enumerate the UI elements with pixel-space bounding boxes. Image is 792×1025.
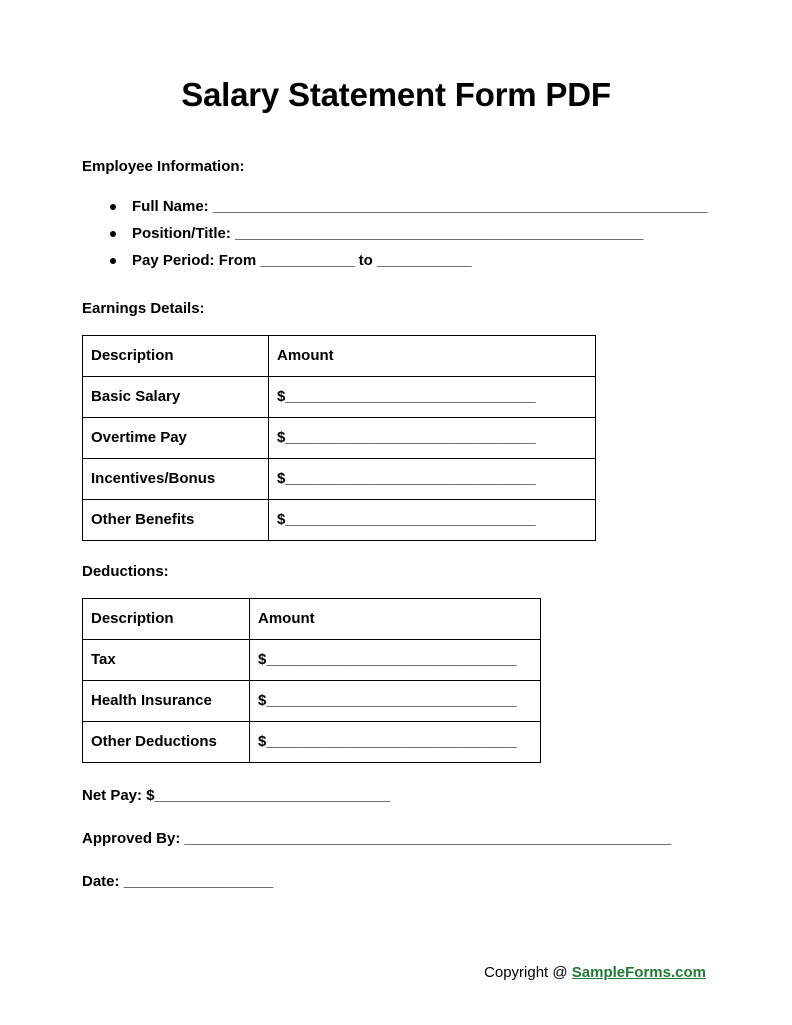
sampleforms-link[interactable]: SampleForms.com [571, 964, 706, 981]
earnings-row-2-amount[interactable]: $______________________________ [269, 459, 596, 500]
earnings-row-1-description: Overtime Pay [83, 418, 269, 459]
earnings-row-3-description: Other Benefits [83, 500, 269, 541]
page-title: Salary Statement Form PDF [181, 76, 611, 113]
list-item-position-title [82, 220, 710, 247]
employee-information-section [82, 114, 710, 274]
deductions-row-2-description: Other Deductions [83, 722, 250, 763]
approved-by-blank[interactable]: ______________________________________________________________ [184, 830, 671, 847]
pay-period-from-blank[interactable]: ____________ [260, 252, 355, 269]
footer [484, 964, 706, 981]
table-header-row [83, 336, 596, 377]
earnings-row-3-amount[interactable]: $______________________________ [269, 500, 596, 541]
position-title-blank[interactable]: ____________________________________________________ [235, 225, 643, 242]
table-row [83, 459, 596, 500]
employee-information-heading: Employee Information: [82, 158, 245, 175]
deductions-table [82, 598, 541, 763]
earnings-section [82, 274, 710, 541]
deductions-heading: Deductions: [82, 563, 169, 580]
earnings-row-0-amount[interactable]: $______________________________ [269, 377, 596, 418]
full-name-label: Full Name: [132, 198, 209, 215]
earnings-col-amount: Amount [269, 336, 596, 377]
earnings-row-0-description: Basic Salary [83, 377, 269, 418]
earnings-table [82, 335, 596, 541]
date-line [82, 847, 710, 890]
date-label: Date: [82, 873, 120, 890]
table-row [83, 681, 541, 722]
approved-by-line [82, 804, 710, 847]
full-name-blank[interactable]: _______________________________________________________________ [212, 198, 707, 215]
table-row [83, 418, 596, 459]
table-row [83, 640, 541, 681]
position-title-label: Position/Title: [132, 225, 231, 242]
earnings-row-1-amount[interactable]: $______________________________ [269, 418, 596, 459]
list-item-full-name [82, 193, 710, 220]
deductions-row-0-description: Tax [83, 640, 250, 681]
net-pay-line [82, 763, 710, 804]
date-blank[interactable]: ___________________ [123, 873, 273, 890]
earnings-col-description: Description [83, 336, 269, 377]
deductions-row-1-description: Health Insurance [83, 681, 250, 722]
table-header-row [83, 599, 541, 640]
pay-period-label: Pay Period: From [132, 252, 257, 269]
earnings-heading: Earnings Details: [82, 300, 205, 317]
pay-period-to-blank[interactable]: ____________ [377, 252, 472, 269]
copyright-text: Copyright @ [484, 964, 568, 981]
table-row [83, 722, 541, 763]
net-pay-blank[interactable]: ______________________________ [154, 787, 390, 804]
table-row [83, 377, 596, 418]
approved-by-label: Approved By: [82, 830, 181, 847]
employee-information-list [82, 175, 710, 274]
deductions-row-2-amount[interactable]: $______________________________ [250, 722, 541, 763]
deductions-row-1-amount[interactable]: $______________________________ [250, 681, 541, 722]
deductions-col-description: Description [83, 599, 250, 640]
pay-period-to-label: to [358, 252, 373, 269]
deductions-row-0-amount[interactable]: $______________________________ [250, 640, 541, 681]
deductions-col-amount: Amount [250, 599, 541, 640]
table-row [83, 500, 596, 541]
deductions-section [82, 541, 710, 763]
earnings-row-2-description: Incentives/Bonus [83, 459, 269, 500]
net-pay-label: Net Pay: $ [82, 787, 155, 804]
list-item-pay-period [82, 247, 710, 274]
